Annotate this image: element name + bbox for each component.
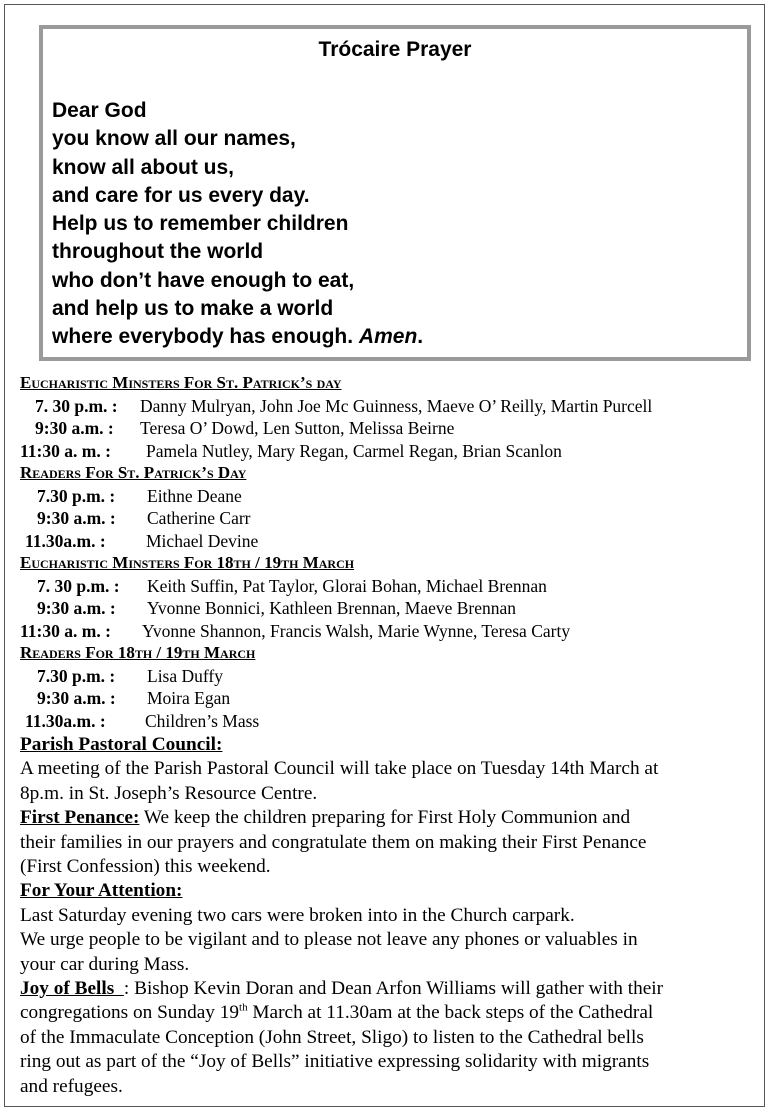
mass-time: 9:30 a.m. :	[37, 688, 116, 708]
mass-time: 7.30 p.m. :	[37, 665, 116, 686]
ministry-roster	[20, 372, 652, 732]
notice-line: A meeting of the Parish Pastoral Council will take place on Tuesday 14th March at	[20, 758, 659, 780]
prayer-line: and help us to make a world	[52, 297, 334, 321]
prayer-line: throughout the world	[52, 240, 264, 264]
mass-time: 7. 30 p.m. :	[35, 395, 118, 416]
parish-notices	[20, 733, 755, 1099]
prayer-box	[39, 25, 751, 361]
roster-row	[20, 620, 652, 643]
section-heading: Eucharistic Minsters For 18th / 19th March	[20, 553, 355, 572]
notice-line: (First Confession) this weekend.	[20, 856, 271, 878]
minister-names: Teresa O’ Dowd, Len Sutton, Melissa Beirne	[140, 418, 455, 438]
roster-row	[20, 417, 652, 440]
amen: Amen	[358, 325, 418, 349]
notice-line: ring out as part of the “Joy of Bells” initiative expressing solidarity with migrants	[20, 1051, 650, 1073]
prayer-line: you know all our names,	[52, 127, 296, 151]
roster-row	[20, 395, 652, 418]
roster-row	[20, 710, 652, 733]
reader-name: Moira Egan	[147, 688, 231, 708]
mass-time: 9:30 a.m. :	[37, 598, 116, 618]
mass-time: 11:30 a. m. :	[20, 620, 111, 641]
reader-name: Children’s Mass	[145, 710, 260, 731]
minister-names: Keith Suffin, Pat Taylor, Glorai Bohan, Michael Brennan	[147, 575, 547, 596]
section-heading: Readers For St. Patrick’s Day	[20, 463, 247, 482]
mass-time: 9:30 a.m. :	[37, 508, 116, 528]
notice-line: congregations on Sunday 19th March at 11.30am at the back steps of the Cathedral	[20, 1002, 654, 1024]
mass-time: 7. 30 p.m. :	[37, 575, 120, 596]
bulletin-page	[4, 4, 765, 1107]
minister-names: Yvonne Shannon, Francis Walsh, Marie Wynne, Teresa Carty	[142, 620, 571, 641]
notice-line: We urge people to be vigilant and to please not leave any phones or valuables in	[20, 929, 638, 951]
reader-name: Catherine Carr	[147, 508, 251, 528]
mass-time: 11.30a.m. :	[25, 530, 106, 551]
penance-title: First Penance:	[20, 807, 140, 829]
prayer-line: and care for us every day.	[52, 183, 310, 207]
mass-time: 7.30 p.m. :	[37, 485, 116, 506]
attention-title: For Your Attention:	[20, 880, 183, 902]
roster-row	[20, 597, 652, 620]
section-heading: Readers For 18th / 19th March	[20, 643, 256, 662]
reader-name: Lisa Duffy	[147, 665, 223, 686]
notice-line: their families in our prayers and congratulate them on making their First Penance	[20, 831, 647, 853]
council-title: Parish Pastoral Council:	[20, 734, 223, 755]
prayer-line: who don’t have enough to eat,	[52, 268, 355, 292]
notice-line: of the Immaculate Conception (John Street, Sligo) to listen to the Cathedral bells	[20, 1026, 644, 1048]
prayer-text	[52, 97, 423, 352]
roster-row	[20, 530, 652, 553]
roster-row	[20, 575, 652, 598]
roster-row	[20, 687, 652, 710]
section-heading: Eucharistic Minsters For St. Patrick’s day	[20, 373, 342, 392]
minister-names: Yvonne Bonnici, Kathleen Brennan, Maeve Brennan	[147, 598, 517, 618]
reader-name: Michael Devine	[146, 530, 259, 551]
roster-row	[20, 507, 652, 530]
prayer-line-last: where everybody has enough. Amen.	[52, 325, 424, 349]
bells-notice: Joy of Bells : Bishop Kevin Doran and Dean Arfon Williams will gather with their	[20, 978, 664, 1000]
roster-row	[20, 440, 652, 463]
mass-time: 9:30 a.m. :	[35, 418, 114, 438]
notice-line: and refugees.	[20, 1075, 123, 1097]
mass-time: 11:30 a. m. :	[20, 440, 111, 461]
prayer-line: know all about us,	[52, 155, 235, 179]
bells-title: Joy of Bells	[20, 978, 124, 1000]
prayer-title: Trócaire Prayer	[318, 38, 472, 61]
roster-row	[20, 665, 652, 688]
penance-notice: First Penance: We keep the children preparing for First Holy Communion and	[20, 807, 631, 829]
notice-line: 8p.m. in St. Joseph’s Resource Centre.	[20, 782, 318, 804]
notice-line: Last Saturday evening two cars were broken into in the Church carpark.	[20, 904, 575, 926]
reader-name: Eithne Deane	[147, 485, 242, 506]
roster-row	[20, 485, 652, 508]
notice-line: your car during Mass.	[20, 953, 190, 975]
prayer-line: Dear God	[52, 99, 147, 122]
minister-names: Danny Mulryan, John Joe Mc Guinness, Maeve O’ Reilly, Martin Purcell	[140, 395, 653, 416]
mass-time: 11.30a.m. :	[25, 710, 106, 731]
prayer-line: Help us to remember children	[52, 212, 349, 236]
minister-names: Pamela Nutley, Mary Regan, Carmel Regan, Brian Scanlon	[146, 440, 562, 461]
